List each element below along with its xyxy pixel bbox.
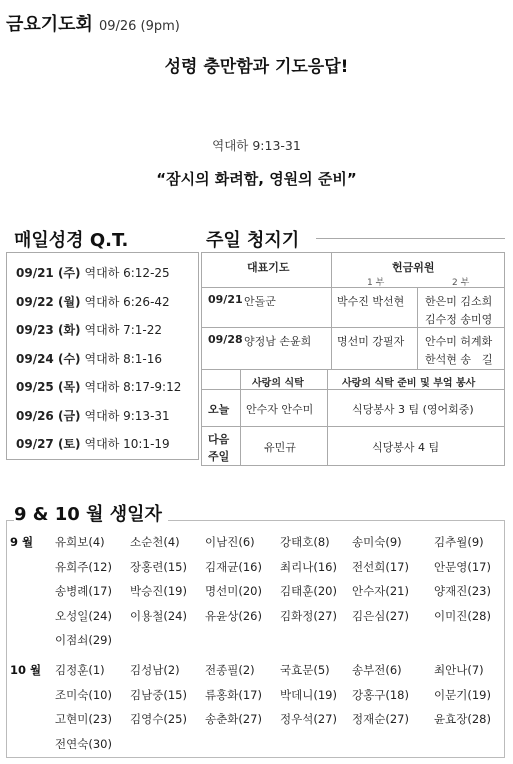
birthday-name: 김태훈(20) bbox=[280, 584, 337, 598]
birthday-name: 이용철(24) bbox=[130, 608, 187, 623]
next-meal: 유민규 bbox=[264, 441, 296, 454]
birthday-name: 이문기(19) bbox=[434, 687, 491, 702]
birthday-name: 고현미(23) bbox=[55, 712, 112, 726]
qt-item bbox=[16, 378, 181, 395]
offering-second: 김수정 송미영 bbox=[425, 313, 493, 326]
birthday-name: 송춘화(27) bbox=[205, 712, 262, 726]
qt-item bbox=[16, 264, 170, 281]
birthday-name: 최안나(7) bbox=[434, 663, 484, 677]
qt-passage: 역대하 7:1-22 bbox=[84, 323, 163, 337]
offering-first: 박수진 박선현 bbox=[337, 295, 405, 308]
month-label-october: 10 월 bbox=[10, 663, 42, 677]
row-date: 09/21 bbox=[208, 293, 243, 306]
ministry-table bbox=[201, 252, 505, 466]
birthday-name: 김은심(27) bbox=[352, 608, 409, 623]
qt-item bbox=[16, 435, 170, 452]
table-divider bbox=[202, 389, 504, 390]
page-title: 금요기도회 bbox=[6, 14, 93, 35]
birthday-name: 박승진(19) bbox=[130, 584, 187, 598]
birthday-name: 국효문(5) bbox=[280, 663, 330, 677]
qt-passage: 역대하 9:13-31 bbox=[84, 408, 170, 423]
birthday-name: 이미진(28) bbox=[434, 608, 491, 623]
offering-first: 명선미 강필자 bbox=[337, 335, 405, 348]
birthday-name: 송병례(17) bbox=[55, 584, 112, 598]
table-divider bbox=[240, 426, 504, 427]
qt-date: 09/22 (월) bbox=[16, 294, 81, 309]
birthday-name: 명선미(20) bbox=[205, 584, 262, 598]
qt-passage: 역대하 10:1-19 bbox=[84, 437, 170, 451]
birthday-name: 박데니(19) bbox=[280, 687, 337, 702]
birthday-name: 이남진(6) bbox=[205, 535, 255, 549]
next-meal-prep: 식당봉사 4 팀 bbox=[372, 441, 440, 454]
birthday-name: 소순천(4) bbox=[130, 535, 180, 549]
birthday-name: 김남중(15) bbox=[130, 687, 187, 702]
col-header-prayer: 대표기도 bbox=[247, 261, 290, 274]
offering-second: 한은미 김소희 bbox=[425, 295, 493, 308]
next-sunday-label: 다음 bbox=[208, 433, 230, 446]
prayer-leader: 안돌군 bbox=[244, 295, 276, 308]
birthday-name: 장홍련(15) bbox=[130, 559, 187, 574]
birthday-name: 유윤상(26) bbox=[205, 608, 262, 623]
qt-passage: 역대하 6:26-42 bbox=[84, 294, 170, 309]
birthday-name: 이점쇠(29) bbox=[55, 633, 112, 647]
today-meal-prep: 식당봉사 3 팀 (영어회중) bbox=[352, 403, 474, 416]
today-meal: 안수자 안수미 bbox=[246, 403, 314, 416]
offering-second: 한석현 송 길 bbox=[425, 353, 493, 366]
birthday-name: 안문영(17) bbox=[434, 559, 491, 574]
sermon-title: “잠시의 화려함, 영원의 준비” bbox=[156, 170, 357, 188]
birthday-name: 김재균(16) bbox=[205, 559, 262, 574]
birthday-name: 전연숙(30) bbox=[55, 736, 112, 751]
qt-date: 09/25 (목) bbox=[16, 380, 81, 394]
birthday-title: 9 & 10 월 생일자 bbox=[14, 500, 168, 526]
qt-date: 09/27 (토) bbox=[16, 437, 81, 451]
birthday-name: 윤효장(28) bbox=[434, 712, 491, 726]
col-header-meal: 사랑의 식탁 bbox=[252, 378, 304, 389]
birthday-name: 강태호(8) bbox=[280, 535, 330, 549]
birthday-name: 오성일(24) bbox=[55, 608, 112, 623]
qt-date: 09/21 (주) bbox=[16, 266, 81, 280]
month-label-september: 9 월 bbox=[10, 535, 34, 549]
birthday-name: 김정훈(1) bbox=[55, 663, 105, 677]
birthday-name: 강홍구(18) bbox=[352, 687, 409, 702]
sub-header-second-service: 2 부 bbox=[452, 278, 470, 288]
today-label: 오늘 bbox=[208, 403, 230, 416]
table-divider bbox=[417, 287, 418, 369]
qt-passage: 역대하 8:1-16 bbox=[84, 351, 163, 366]
prayer-leader: 양정남 손윤희 bbox=[244, 335, 312, 348]
birthday-name: 양재진(23) bbox=[434, 584, 491, 598]
qt-date: 09/26 (금) bbox=[16, 408, 81, 423]
qt-title: 매일성경 Q.T. bbox=[14, 226, 134, 252]
birthday-name: 조미숙(10) bbox=[55, 687, 112, 702]
birthday-name: 김성남(2) bbox=[130, 663, 180, 677]
birthday-name: 송부전(6) bbox=[352, 663, 402, 677]
birthday-name: 류홍화(17) bbox=[205, 687, 262, 702]
qt-item bbox=[16, 407, 170, 424]
qt-item bbox=[16, 350, 162, 367]
table-divider bbox=[331, 253, 332, 369]
birthday-name: 정우석(27) bbox=[280, 712, 337, 726]
birthday-name: 전종필(2) bbox=[205, 663, 255, 677]
birthday-name: 유희주(12) bbox=[55, 559, 112, 574]
row-date: 09/28 bbox=[208, 333, 243, 346]
birthday-name: 유희보(4) bbox=[55, 535, 105, 549]
table-divider bbox=[202, 369, 504, 370]
table-divider bbox=[202, 327, 504, 328]
birthday-name: 정재순(27) bbox=[352, 712, 409, 726]
qt-date: 09/23 (화) bbox=[16, 323, 81, 337]
birthday-name: 김화정(27) bbox=[280, 608, 337, 623]
table-divider bbox=[240, 369, 241, 465]
bulletin-header bbox=[6, 10, 180, 36]
section-rule bbox=[316, 238, 505, 239]
birthday-name: 전선희(17) bbox=[352, 559, 409, 574]
birthday-name: 김영수(25) bbox=[130, 712, 187, 726]
birthday-name: 김추월(9) bbox=[434, 535, 484, 549]
col-header-offering: 헌금위원 bbox=[392, 261, 435, 274]
qt-date: 09/24 (수) bbox=[16, 351, 81, 366]
sub-header-first-service: 1 부 bbox=[367, 278, 385, 288]
qt-item bbox=[16, 321, 162, 338]
table-divider bbox=[327, 369, 328, 465]
table-divider bbox=[202, 426, 240, 427]
next-sunday-label: 주일 bbox=[208, 450, 230, 463]
birthday-name: 송미숙(9) bbox=[352, 535, 402, 549]
scripture-reference: 역대하 9:13-31 bbox=[212, 138, 301, 153]
birthday-name: 최리나(16) bbox=[280, 559, 337, 574]
col-header-meal-prep: 사랑의 식탁 준비 및 부엌 봉사 bbox=[342, 378, 476, 389]
birthday-name: 안수자(21) bbox=[352, 584, 409, 598]
qt-item bbox=[16, 293, 170, 310]
qt-passage: 역대하 8:17-9:12 bbox=[84, 380, 182, 394]
ministry-title: 주일 청지기 bbox=[206, 226, 305, 252]
headline: 성령 충만함과 기도응답! bbox=[164, 57, 349, 77]
meeting-date: 09/26 (9pm) bbox=[98, 19, 180, 34]
offering-second: 안수미 허계화 bbox=[425, 335, 493, 348]
qt-passage: 역대하 6:12-25 bbox=[84, 266, 170, 280]
